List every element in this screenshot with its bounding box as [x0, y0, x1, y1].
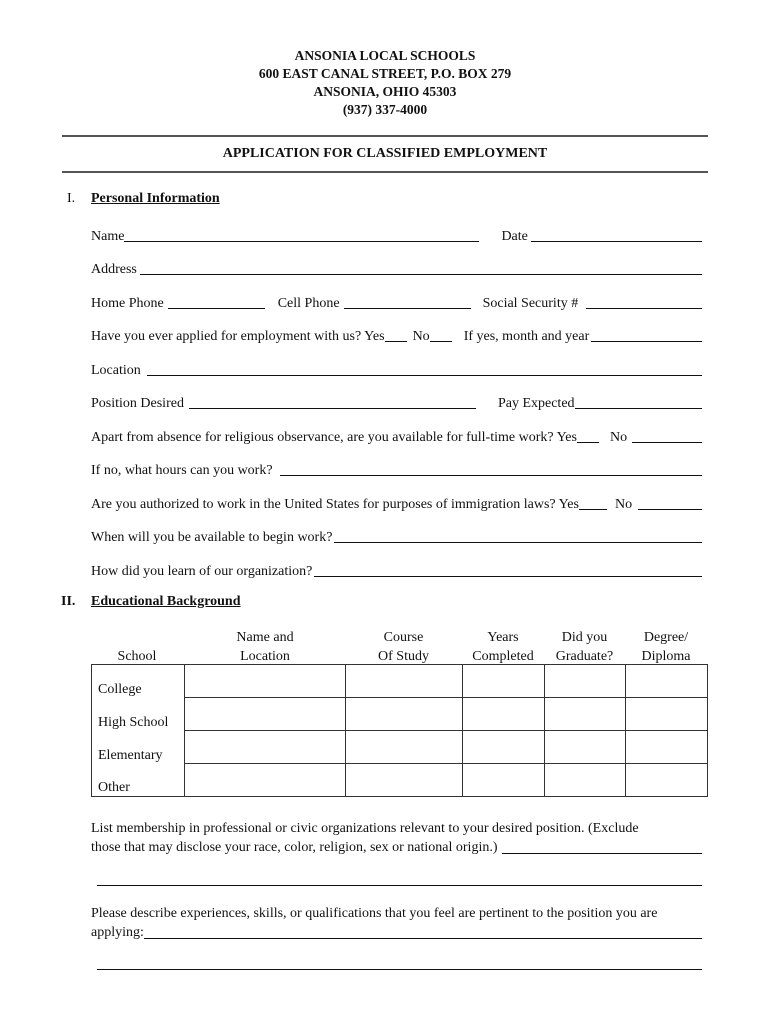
cell-elem-degree[interactable]	[626, 731, 708, 764]
table-row	[92, 731, 708, 764]
org-city: ANSONIA, OHIO 45303	[313, 84, 457, 99]
row-name-date	[91, 225, 702, 245]
location-label: Location	[91, 363, 141, 378]
col-header-text: Location	[240, 649, 290, 664]
col-header-name-location	[185, 628, 345, 666]
section-title: Personal Information	[91, 191, 220, 206]
row-label-elementary: Elementary	[92, 731, 185, 764]
applied-no-label: No	[412, 329, 430, 344]
col-header-text: Did you	[561, 630, 608, 645]
experience-line-1: Please describe experiences, skills, or qualifications that you feel are pertinent to the position you are	[91, 906, 658, 921]
org-phone: (937) 337-4000	[342, 102, 428, 117]
hours-question: If no, what hours can you work?	[91, 463, 273, 478]
table-row	[92, 764, 708, 797]
cell-hs-graduate[interactable]	[545, 698, 626, 731]
row-begin	[91, 526, 702, 546]
letterhead	[0, 47, 770, 119]
ssn-field[interactable]	[586, 294, 702, 309]
membership-field[interactable]	[502, 839, 703, 854]
col-header-text: Course	[383, 630, 424, 645]
fulltime-no-field[interactable]	[632, 428, 702, 443]
membership-line-1: List membership in professional or civic organizations relevant to your desired position. (Exclude	[91, 821, 639, 836]
begin-question: When will you be available to begin work?	[91, 530, 333, 545]
cell-elem-graduate[interactable]	[545, 731, 626, 764]
experience-extra-line[interactable]	[97, 969, 702, 970]
authorized-yes-field[interactable]	[579, 495, 607, 510]
cell-college-graduate[interactable]	[545, 665, 626, 698]
location-field[interactable]	[147, 361, 702, 376]
row-fulltime	[91, 426, 702, 446]
address-label: Address	[91, 262, 137, 277]
col-header-text: Of Study	[378, 649, 429, 664]
position-field[interactable]	[189, 394, 476, 409]
cell-elem-name[interactable]	[185, 731, 346, 764]
learn-question: How did you learn of our organization?	[91, 564, 313, 579]
col-header-text: School	[117, 649, 157, 664]
authorized-no-label: No	[614, 497, 633, 512]
row-label-high-school: High School	[92, 698, 185, 731]
row-learn	[91, 560, 702, 580]
experience-line-2-wrap	[91, 923, 702, 942]
form-title: APPLICATION FOR CLASSIFIED EMPLOYMENT	[222, 146, 548, 161]
date-field[interactable]	[531, 227, 702, 242]
section-number: II.	[61, 594, 76, 609]
position-label: Position Desired	[91, 396, 184, 411]
authorized-question: Are you authorized to work in the United States for purposes of immigration laws? Yes	[91, 497, 579, 512]
table-row	[92, 665, 708, 698]
pay-field[interactable]	[575, 394, 702, 409]
col-header-course	[345, 628, 462, 666]
section-title: Educational Background	[91, 594, 241, 609]
membership-question	[91, 819, 702, 857]
col-header-text: Graduate?	[555, 649, 614, 664]
membership-extra-line[interactable]	[97, 885, 702, 886]
section-personal-info	[67, 191, 220, 207]
row-hours	[91, 459, 702, 479]
row-applied-before	[91, 325, 702, 345]
experience-question	[91, 904, 702, 942]
section-number: I.	[67, 191, 76, 206]
membership-line-2: those that may disclose your race, color, religion, sex or national origin.)	[91, 840, 498, 855]
cell-other-name[interactable]	[185, 764, 346, 797]
cell-college-years[interactable]	[463, 665, 545, 698]
org-street: 600 EAST CANAL STREET, P.O. BOX 279	[258, 66, 512, 81]
cell-hs-degree[interactable]	[626, 698, 708, 731]
row-label-other: Other	[92, 764, 185, 797]
ssn-label: Social Security #	[482, 296, 579, 311]
col-header-graduate	[544, 628, 625, 666]
cell-elem-course[interactable]	[346, 731, 463, 764]
fulltime-yes-field[interactable]	[577, 428, 599, 443]
cell-hs-course[interactable]	[346, 698, 463, 731]
top-rule	[62, 135, 708, 137]
authorized-no-field[interactable]	[638, 495, 702, 510]
fulltime-question: Apart from absence for religious observance, are you available for full-time work? Yes	[91, 430, 577, 445]
row-authorized	[91, 493, 702, 513]
table-row	[92, 698, 708, 731]
row-label-college: College	[92, 665, 185, 698]
row-phones	[91, 292, 702, 312]
col-header-years	[462, 628, 544, 666]
applied-when-field[interactable]	[591, 327, 702, 342]
pay-label: Pay Expected	[497, 396, 575, 411]
name-label: Name	[91, 229, 125, 244]
cell-other-years[interactable]	[463, 764, 545, 797]
cell-college-degree[interactable]	[626, 665, 708, 698]
cell-other-graduate[interactable]	[545, 764, 626, 797]
learn-field[interactable]	[314, 562, 702, 577]
col-header-text: Name and	[236, 630, 294, 645]
cell-other-course[interactable]	[346, 764, 463, 797]
col-header-text: Completed	[472, 649, 534, 664]
row-position-pay	[91, 392, 702, 412]
applied-no-field[interactable]	[430, 327, 452, 342]
hours-field[interactable]	[280, 461, 702, 476]
col-header-text: Diploma	[641, 649, 691, 664]
cell-college-name[interactable]	[185, 665, 346, 698]
address-field[interactable]	[140, 260, 702, 275]
applied-when-label: If yes, month and year	[463, 329, 590, 344]
row-location	[91, 359, 702, 379]
cell-phone-label: Cell Phone	[277, 296, 340, 311]
applied-question: Have you ever applied for employment with us? Yes	[91, 329, 385, 344]
cell-phone-field[interactable]	[344, 294, 471, 309]
education-table	[91, 664, 708, 797]
cell-college-course[interactable]	[346, 665, 463, 698]
cell-elem-years[interactable]	[463, 731, 545, 764]
section-education	[61, 594, 241, 610]
cell-hs-name[interactable]	[185, 698, 346, 731]
home-phone-field[interactable]	[168, 294, 265, 309]
begin-field[interactable]	[334, 528, 702, 543]
row-address	[91, 258, 702, 278]
col-header-degree	[625, 628, 707, 666]
home-phone-label: Home Phone	[91, 296, 164, 311]
org-name: ANSONIA LOCAL SCHOOLS	[294, 48, 476, 63]
experience-field[interactable]	[144, 924, 702, 939]
experience-line-2: applying:	[91, 925, 144, 940]
fulltime-no-label: No	[609, 430, 628, 445]
col-header-text: Years	[487, 630, 519, 645]
date-label: Date	[501, 229, 528, 244]
cell-other-degree[interactable]	[626, 764, 708, 797]
col-header-text: Degree/	[643, 630, 689, 645]
membership-line-2-wrap	[91, 838, 702, 857]
title-rule	[62, 171, 708, 173]
cell-hs-years[interactable]	[463, 698, 545, 731]
applied-yes-field[interactable]	[385, 327, 407, 342]
name-field[interactable]	[124, 227, 479, 242]
